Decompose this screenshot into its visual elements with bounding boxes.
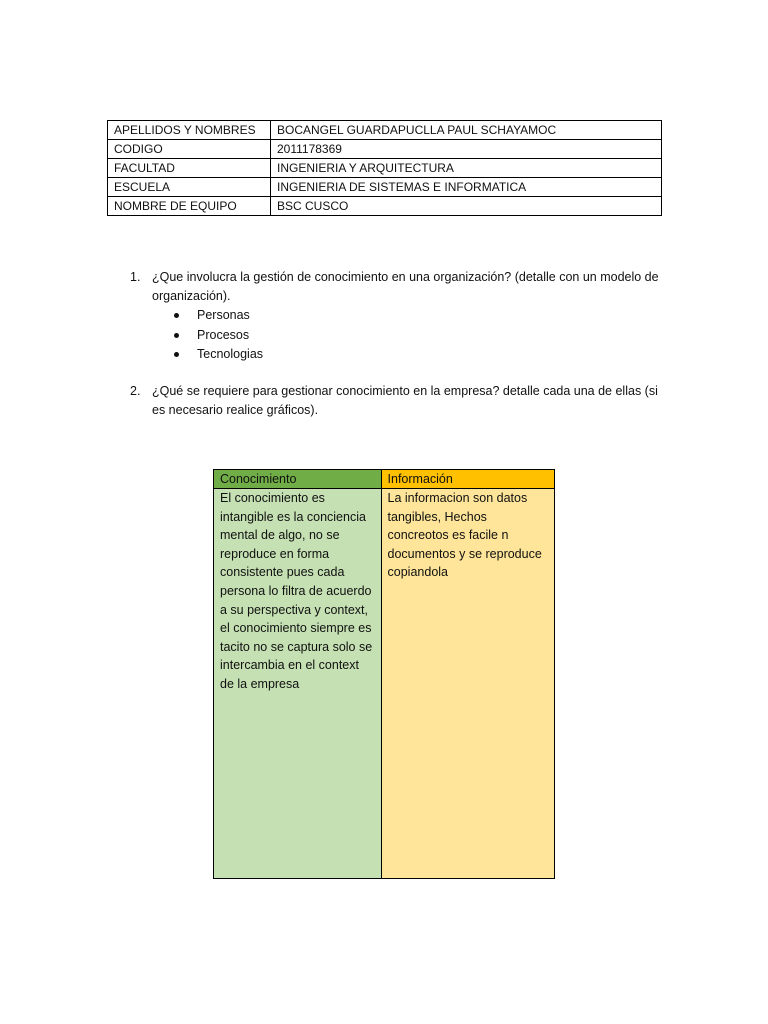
information-cell: La informacion son datos tangibles, Hechos concreotos es facile n documentos y se reproduce copiandola xyxy=(381,489,554,879)
table-row xyxy=(108,159,662,178)
header-conocimiento: Conocimiento xyxy=(214,470,382,489)
table-row xyxy=(108,140,662,159)
row-value: BSC CUSCO xyxy=(271,197,662,216)
question-number: 2. xyxy=(130,383,141,398)
question-text: ¿Qué se requiere para gestionar conocimiento en la empresa? detalle cada una de ellas (si es necesario realice gráficos). xyxy=(152,383,658,417)
student-info-table xyxy=(107,120,662,216)
table-row xyxy=(108,121,662,140)
question-number: 1. xyxy=(130,270,141,284)
row-label: FACULTAD xyxy=(108,159,271,178)
list-item: Personas xyxy=(174,306,670,326)
question-2 xyxy=(130,382,670,420)
row-value: 2011178369 xyxy=(271,140,662,159)
question-text: ¿Que involucra la gestión de conocimiento en una organización? (detalle con un modelo de organización). xyxy=(152,270,659,303)
table-row xyxy=(214,489,555,879)
row-label: APELLIDOS Y NOMBRES xyxy=(108,121,271,140)
knowledge-cell: El conocimiento es intangible es la conciencia mental de algo, no se reproduce en forma consistente pues cada persona lo filtra de acuerdo a su perspectiva y context, el conocimiento siempre es tacito no se captura solo se intercambia en el context de la empresa xyxy=(214,489,382,879)
questions-list xyxy=(130,268,670,420)
list-item: Procesos xyxy=(174,326,670,346)
header-informacion: Información xyxy=(381,470,554,489)
row-label: ESCUELA xyxy=(108,178,271,197)
question-1 xyxy=(130,268,670,306)
row-value: INGENIERIA Y ARQUITECTURA xyxy=(271,159,662,178)
bullet-icon xyxy=(174,313,179,318)
table-row xyxy=(108,197,662,216)
row-value: INGENIERIA DE SISTEMAS E INFORMATICA xyxy=(271,178,662,197)
row-label: CODIGO xyxy=(108,140,271,159)
comparison-table xyxy=(213,469,555,879)
row-label: NOMBRE DE EQUIPO xyxy=(108,197,271,216)
list-item: Tecnologias xyxy=(174,345,670,365)
bullet-list xyxy=(130,306,670,365)
table-row xyxy=(108,178,662,197)
row-value: BOCANGEL GUARDAPUCLLA PAUL SCHAYAMOC xyxy=(271,121,662,140)
bullet-icon xyxy=(174,352,179,357)
table-header-row xyxy=(214,470,555,489)
bullet-icon xyxy=(174,333,179,338)
